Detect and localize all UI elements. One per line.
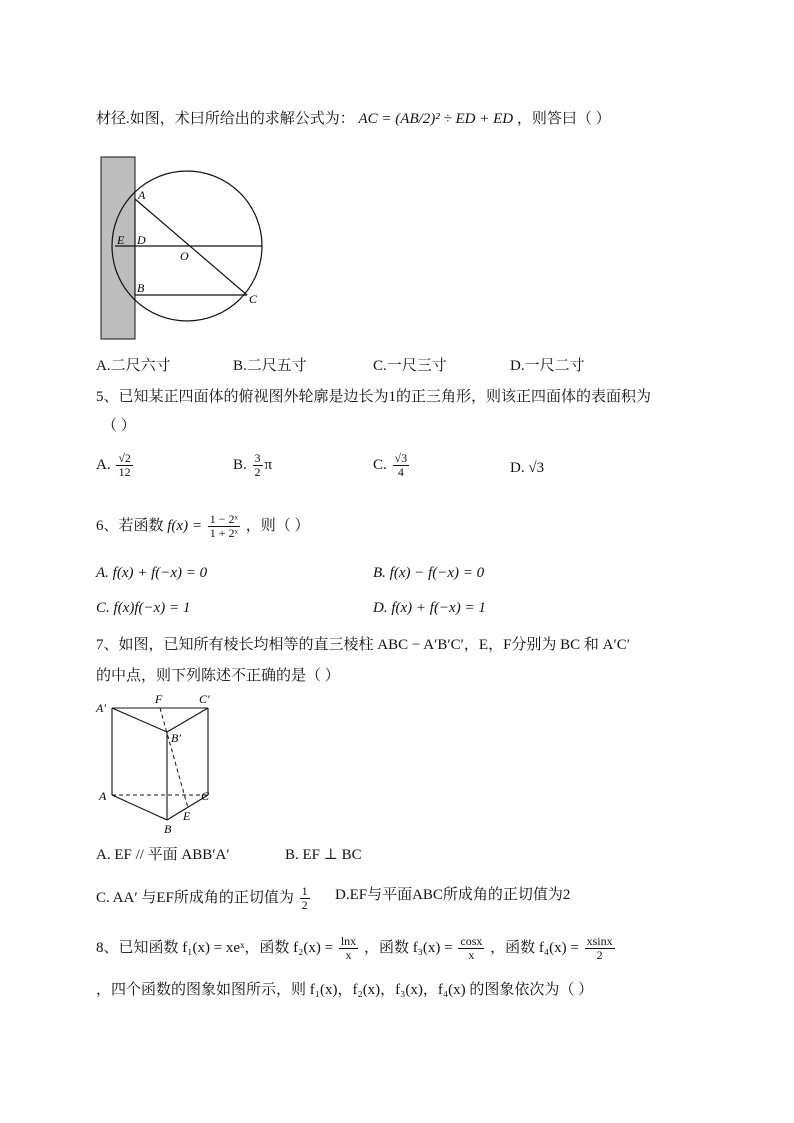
q8-f4-fraction: $\frac{xsinx}{2}$: [586, 934, 613, 962]
q8-stem-c: ，函数 f₄(x) =: [490, 939, 579, 956]
q5-d-label: D.: [510, 460, 525, 476]
label-C: C: [201, 789, 210, 803]
q6-option-c: C. f(x)f(−x) = 1: [96, 600, 191, 616]
label-A: A: [99, 789, 107, 803]
q6-stem: [96, 513, 309, 540]
q4-option-c: C.一尺三寸: [373, 358, 447, 374]
q7-figure: [95, 690, 225, 840]
q6-fraction: $\frac{\text{1 − 2ˣ}}{\text{1 + 2ˣ}}$: [209, 512, 238, 540]
label-O: O: [180, 249, 189, 263]
q8-stem-a: 8、已知函数 f₁(x) = xeˣ，函数 f₂(x) =: [96, 939, 334, 956]
q5-a-fraction: $\frac{√2}{12}$: [118, 451, 131, 479]
q5-stem-2: （ ）: [102, 418, 136, 434]
q6-stem-end: ，则（ ）: [245, 517, 310, 534]
q8-f3-fraction: $\frac{\cos x}{x}$: [460, 934, 483, 962]
q5-b-pi: π: [264, 456, 273, 473]
label-B: B: [164, 822, 172, 836]
label-E: E: [117, 233, 125, 247]
label-C: C: [249, 292, 258, 306]
q8-stem: [96, 935, 617, 962]
q5-d-value: √3: [528, 460, 545, 476]
q4-stem-text: 材径.如图，术曰所给出的求解公式为：: [96, 111, 355, 127]
q5-option-d: [510, 458, 544, 478]
label-B1: B′: [171, 731, 181, 745]
q4-option-b: B.二尺五寸: [233, 358, 307, 374]
q4-stem: [96, 109, 611, 129]
wall-rect: [101, 157, 135, 339]
label-A1: A′: [96, 701, 106, 715]
q7-c-fraction: $\frac{1}{2}$: [301, 884, 308, 912]
q4-figure: [95, 155, 285, 345]
line-AC: [135, 199, 247, 295]
q6-fx: f(x) =: [167, 517, 202, 534]
q6-option-d: D. f(x) + f(−x) = 1: [373, 600, 486, 616]
q6-option-a: A. f(x) + f(−x) = 0: [96, 565, 208, 581]
q7-stem-2: 的中点，则下列陈述不正确的是（ ）: [96, 668, 340, 684]
q8-stem-2: ，四个函数的图象如图所示，则 f₁(x)，f₂(x)，f₃(x)，f₄(x) 的图象依次为（ ）: [96, 982, 594, 998]
label-F: F: [155, 692, 163, 706]
label-E: E: [183, 809, 191, 823]
q5-c-label: C.: [373, 456, 387, 473]
q7-option-c: [96, 885, 312, 912]
edge-AB: [112, 795, 167, 820]
q5-stem: 5、已知某正四面体的俯视图外轮廓是边长为1的正三角形，则该正四面体的表面积为: [96, 389, 652, 405]
q8-f2-fraction: $\frac{\ln x}{x}$: [340, 934, 357, 962]
label-D: D: [137, 233, 146, 247]
q7-option-b: B. EF ⊥ BC: [285, 847, 362, 863]
q6-option-b: B. f(x) − f(−x) = 0: [373, 565, 485, 581]
q7-c-text: C. AA′ 与EF所成角的正切值为: [96, 889, 294, 906]
edge-B1C1: [167, 708, 208, 732]
q5-c-fraction: $\frac{√3}{4}$: [394, 451, 408, 479]
q5-b-label: B.: [233, 456, 247, 473]
q7-option-d: D.EF与平面ABC所成角的正切值为2: [335, 887, 571, 903]
q4-option-a: A.二尺六寸: [96, 358, 171, 374]
q5-b-fraction: $\frac{3}{2}$: [254, 451, 261, 479]
q4-option-d: D.一尺二寸: [510, 358, 585, 374]
q4-stem-end: ，则答曰（ ）: [516, 111, 611, 127]
label-C1: C′: [199, 692, 210, 706]
q8-stem-b: ，函数 f₃(x) =: [363, 939, 453, 956]
q5-option-a: [96, 452, 135, 479]
q6-stem-text: 6、若函数: [96, 517, 164, 534]
segment-EF: [160, 708, 188, 808]
q7-stem: 7、如图，已知所有棱长均相等的直三棱柱 ABC − A′B′C′，E，F分别为 BC 和 A′C′: [96, 637, 631, 653]
q5-option-b: [233, 452, 272, 479]
q5-option-c: [373, 452, 411, 479]
q7-option-a: A. EF // 平面 ABB′A′: [96, 847, 230, 863]
q5-a-label: A.: [96, 456, 111, 473]
q4-formula: AC = (AB/2)² ÷ ED + ED: [358, 111, 514, 127]
label-B: B: [137, 281, 145, 295]
label-A: A: [138, 188, 146, 202]
edge-A1B1: [112, 708, 167, 732]
